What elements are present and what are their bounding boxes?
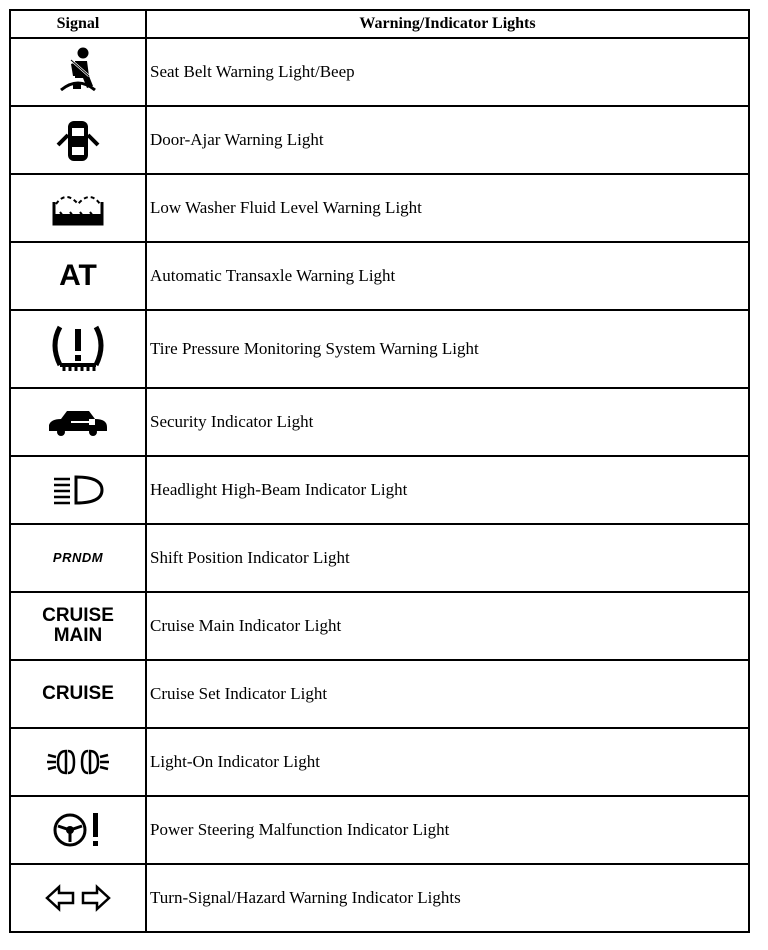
cruise-main-line2: MAIN bbox=[53, 624, 103, 646]
description-cell: Door-Ajar Warning Light bbox=[146, 106, 749, 174]
lights-column-header: Warning/Indicator Lights bbox=[146, 10, 749, 38]
table-row bbox=[10, 660, 749, 728]
signal-cell bbox=[10, 524, 146, 592]
signal-cell bbox=[10, 310, 146, 388]
description-cell: Light-On Indicator Light bbox=[146, 728, 749, 796]
high-beam-icon bbox=[50, 473, 106, 507]
table-row bbox=[10, 38, 749, 106]
seat-belt-icon bbox=[53, 46, 103, 98]
table-row bbox=[10, 242, 749, 310]
table-row bbox=[10, 310, 749, 388]
signal-cell bbox=[10, 728, 146, 796]
at-symbol: AT bbox=[59, 259, 97, 293]
signal-cell bbox=[10, 456, 146, 524]
table-row bbox=[10, 174, 749, 242]
signal-cell bbox=[10, 242, 146, 310]
signal-cell bbox=[10, 106, 146, 174]
signal-cell bbox=[10, 660, 146, 728]
security-car-icon bbox=[45, 407, 111, 437]
signal-cell bbox=[10, 38, 146, 106]
description-cell: Security Indicator Light bbox=[146, 388, 749, 456]
washer-fluid-icon bbox=[50, 186, 106, 230]
table-row bbox=[10, 106, 749, 174]
description-cell: Headlight High-Beam Indicator Light bbox=[146, 456, 749, 524]
signal-column-header: Signal bbox=[10, 10, 146, 38]
signal-cell bbox=[10, 796, 146, 864]
signal-cell bbox=[10, 592, 146, 660]
description-cell: Cruise Set Indicator Light bbox=[146, 660, 749, 728]
table-row bbox=[10, 796, 749, 864]
tire-pressure-icon bbox=[46, 321, 110, 377]
table-header-row bbox=[10, 10, 749, 38]
table-row bbox=[10, 524, 749, 592]
table-row bbox=[10, 388, 749, 456]
table-row bbox=[10, 456, 749, 524]
signal-cell bbox=[10, 174, 146, 242]
cruise-symbol: CRUISE bbox=[42, 683, 114, 704]
description-cell: Cruise Main Indicator Light bbox=[146, 592, 749, 660]
table-row bbox=[10, 864, 749, 932]
description-cell: Seat Belt Warning Light/Beep bbox=[146, 38, 749, 106]
description-cell: Turn-Signal/Hazard Warning Indicator Lights bbox=[146, 864, 749, 932]
door-ajar-icon bbox=[53, 115, 103, 165]
cruise-main-line1: CRUISE bbox=[42, 605, 114, 627]
description-cell: Automatic Transaxle Warning Light bbox=[146, 242, 749, 310]
signal-cell bbox=[10, 388, 146, 456]
table-row bbox=[10, 592, 749, 660]
signal-cell bbox=[10, 864, 146, 932]
prndm-symbol: PRNDM bbox=[52, 550, 104, 565]
light-on-icon bbox=[44, 747, 112, 777]
table-row bbox=[10, 728, 749, 796]
description-cell: Shift Position Indicator Light bbox=[146, 524, 749, 592]
description-cell: Power Steering Malfunction Indicator Light bbox=[146, 796, 749, 864]
description-cell: Tire Pressure Monitoring System Warning Light bbox=[146, 310, 749, 388]
cruise-main-symbol bbox=[42, 606, 114, 646]
turn-signal-icon bbox=[43, 883, 113, 913]
warning-lights-table bbox=[9, 9, 750, 933]
description-cell: Low Washer Fluid Level Warning Light bbox=[146, 174, 749, 242]
power-steering-icon bbox=[48, 810, 108, 850]
